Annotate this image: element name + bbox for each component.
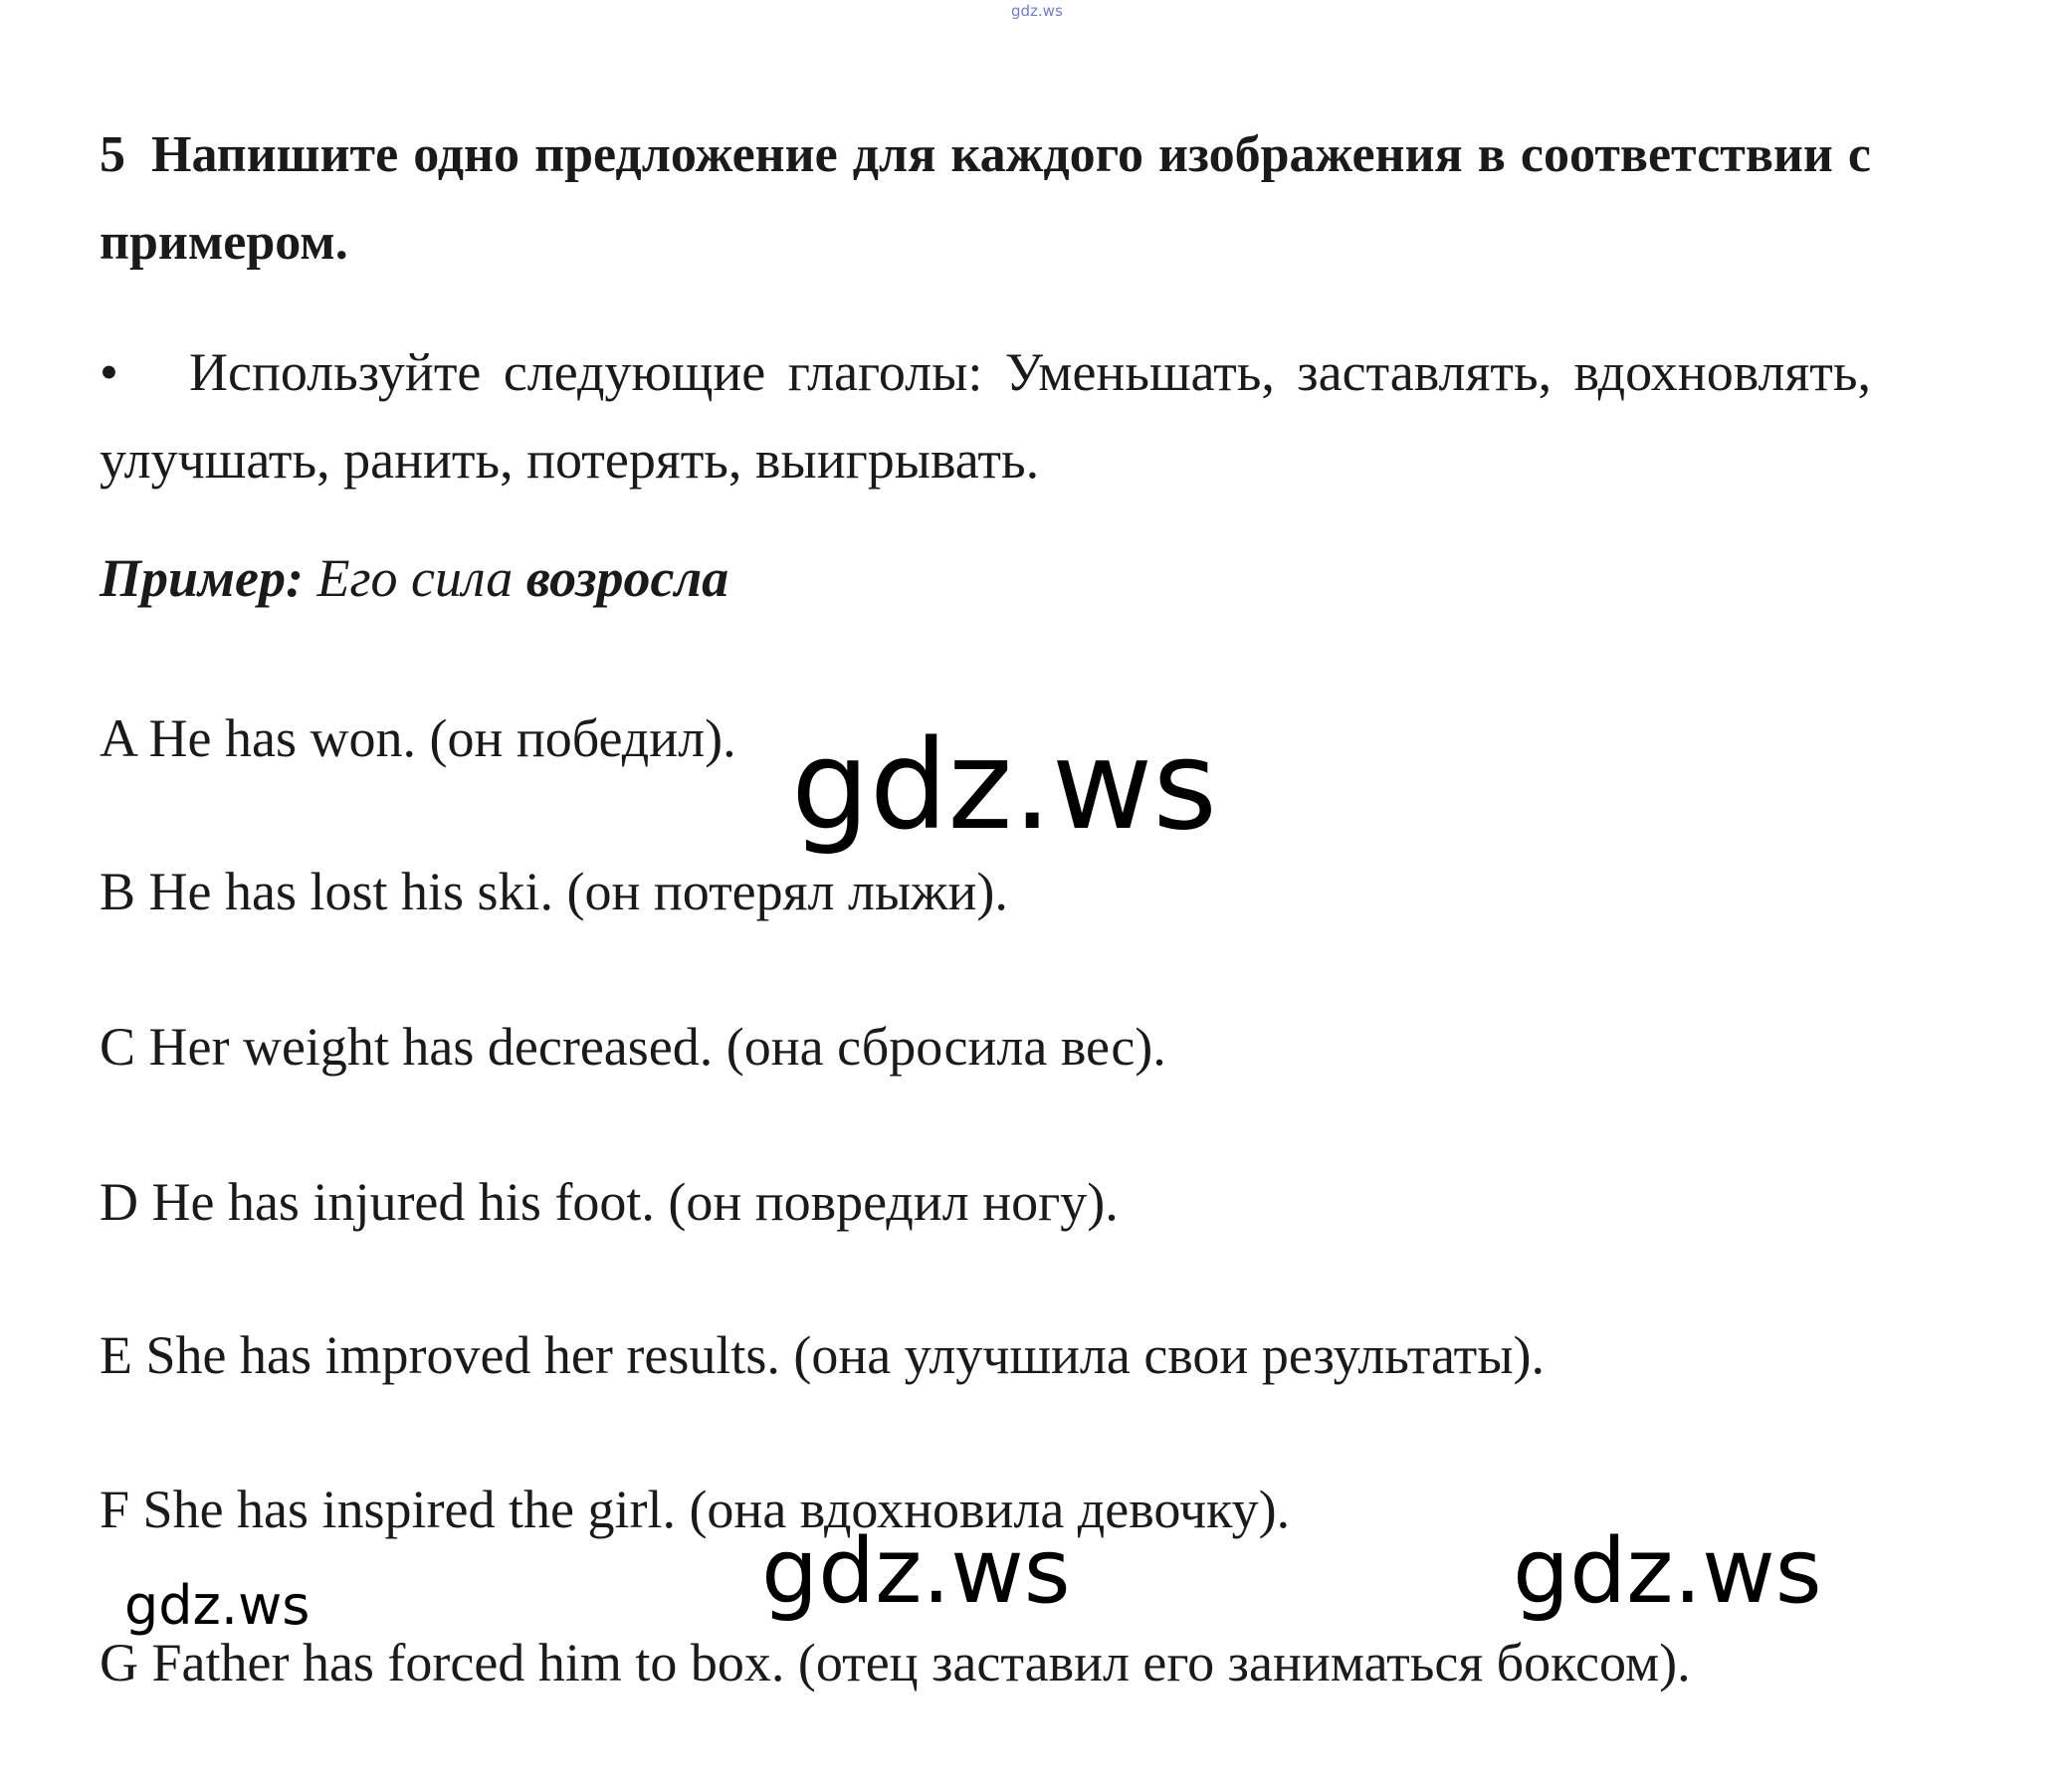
instructions-text: Используйте следующие глаголы: Уменьшать, заставлять, вдохновлять, улучшать, ранить, потерять, выигрывать. [100, 342, 1871, 490]
answer-f: F She has inspired the girl. (она вдохновила девочку). [100, 1480, 1291, 1539]
watermark-small: gdz.ws [124, 1574, 311, 1637]
answer-g: G Father has forced him to box. (отец заставил его заниматься боксом). [100, 1633, 1691, 1692]
watermark-middle: gdz.ws [761, 1519, 1071, 1624]
bullet-marker: • [100, 342, 118, 402]
example-text: Его сила [316, 548, 514, 608]
example-verb: возросла [525, 548, 729, 608]
task-title [100, 111, 1871, 287]
example-line [100, 547, 728, 609]
example-label: Пример: [100, 548, 304, 608]
header-watermark: gdz.ws [1011, 2, 1063, 20]
answer-c: C Her weight has decreased. (она сбросила вес). [100, 1017, 1166, 1077]
task-number: 5 [100, 126, 125, 183]
task-instructions [100, 328, 1871, 503]
task-title-text: Напишите одно предложение для каждого изображения в соответствии с примером. [100, 126, 1871, 271]
answer-e: E She has improved her results. (она улучшила свои результаты). [100, 1325, 1545, 1385]
answer-b: B He has lost his ski. (он потерял лыжи). [100, 862, 1008, 921]
watermark-right: gdz.ws [1513, 1519, 1822, 1624]
watermark-large: gdz.ws [791, 714, 1217, 858]
answer-d: D He has injured his foot. (он повредил ногу). [100, 1172, 1119, 1232]
answer-a: A He has won. (он победил). [100, 708, 736, 768]
